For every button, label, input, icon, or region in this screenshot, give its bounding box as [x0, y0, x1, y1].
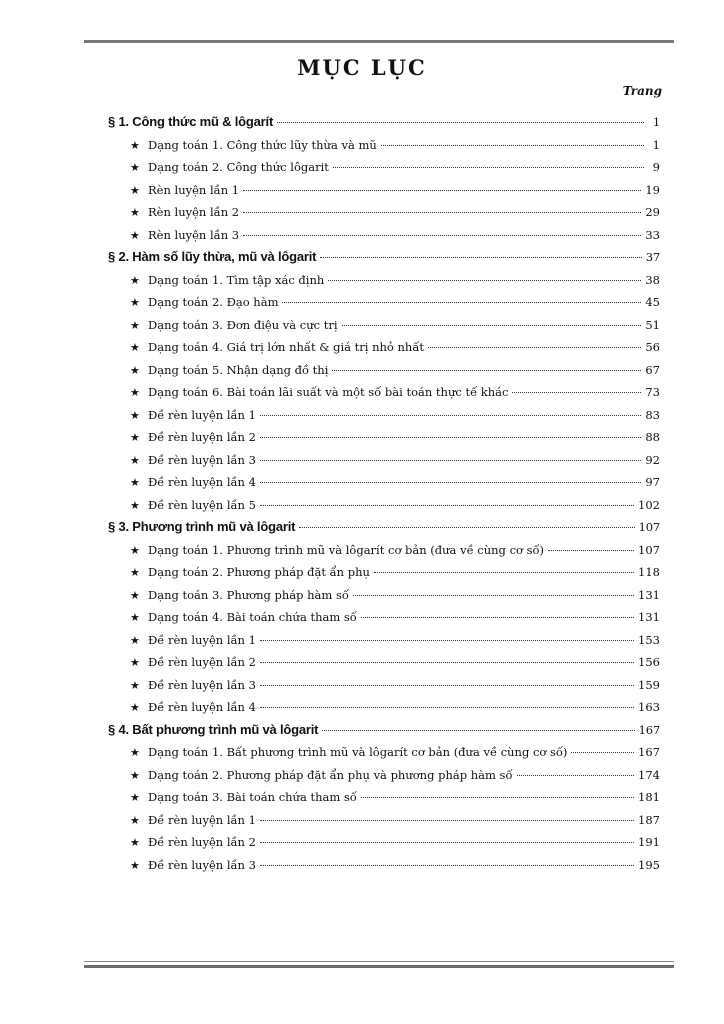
star-icon: ★ [130, 746, 140, 759]
star-icon: ★ [130, 633, 140, 647]
star-icon: ★ [130, 431, 140, 444]
toc-entry-label: Dạng toán 4. Giá trị lớn nhất & giá trị nhỏ nhất [148, 340, 424, 354]
toc-entry-label: Dạng toán 6. Bài toán lãi suất và một số bài toán thực tế khác [148, 385, 509, 399]
dot-leader [381, 145, 644, 146]
dot-leader [320, 257, 641, 258]
toc-entry-label: Dạng toán 1. Bất phương trình mũ và lôgarít cơ bản (đưa về cùng cơ số) [148, 745, 568, 759]
table-of-contents [108, 111, 660, 876]
toc-entry-label: Đề rèn luyện lần 3 [148, 857, 256, 872]
toc-entry-label: Dạng toán 3. Phương pháp hàm số [148, 587, 349, 602]
toc-item[interactable] [108, 426, 660, 449]
toc-item[interactable] [108, 561, 660, 584]
star-icon: ★ [130, 476, 140, 489]
toc-item[interactable] [108, 786, 660, 809]
star-icon: ★ [130, 498, 140, 512]
dot-leader [243, 235, 641, 236]
toc-entry-label: Dạng toán 5. Nhận dạng đồ thị [148, 362, 329, 377]
toc-item[interactable] [108, 831, 660, 854]
dot-leader [571, 752, 634, 753]
toc-page-number: 174 [638, 767, 660, 782]
toc-section[interactable] [108, 111, 660, 134]
star-icon: ★ [130, 566, 140, 579]
toc-page-number: 19 [645, 182, 660, 197]
star-icon: ★ [130, 543, 140, 557]
toc-entry-label: § 1. Công thức mũ & lôgarít [108, 114, 274, 129]
toc-page-number: 167 [638, 745, 660, 759]
toc-page-number: 131 [638, 610, 660, 624]
star-icon: ★ [130, 183, 140, 197]
toc-page-number: 181 [638, 790, 660, 804]
toc-entry-label: Dạng toán 2. Đạo hàm [148, 295, 279, 309]
toc-entry-label: Dạng toán 2. Phương pháp đặt ẩn phụ và phương pháp hàm số [148, 767, 513, 782]
toc-entry-label: Dạng toán 3. Đơn điệu và cực trị [148, 317, 338, 332]
dot-leader [353, 595, 634, 596]
toc-page-number: 156 [638, 655, 660, 669]
star-icon: ★ [130, 768, 140, 782]
toc-entry-label: Dạng toán 2. Phương pháp đặt ẩn phụ [148, 565, 370, 579]
toc-page-number: 167 [638, 722, 660, 737]
toc-page-number: 45 [645, 295, 660, 309]
toc-page-number: 159 [638, 677, 660, 692]
dot-leader [243, 190, 641, 191]
star-icon: ★ [130, 791, 140, 804]
toc-page-number: 33 [645, 227, 660, 242]
star-icon: ★ [130, 386, 140, 399]
toc-page-number: 195 [638, 857, 660, 872]
dot-leader [332, 370, 641, 371]
toc-page-number: 83 [645, 407, 660, 422]
star-icon: ★ [130, 408, 140, 422]
toc-page-number: 102 [638, 497, 660, 512]
dot-leader [374, 572, 634, 573]
dot-leader [342, 325, 642, 326]
toc-entry-label: § 3. Phương trình mũ và lôgarit [108, 519, 296, 534]
toc-page-number: 73 [645, 385, 660, 399]
star-icon: ★ [130, 611, 140, 624]
toc-item[interactable] [108, 606, 660, 629]
toc-item[interactable] [108, 629, 660, 652]
toc-item[interactable] [108, 359, 660, 382]
star-icon: ★ [130, 813, 140, 827]
star-icon: ★ [130, 296, 140, 309]
toc-page-number: 153 [638, 632, 660, 647]
toc-item[interactable] [108, 336, 660, 359]
toc-page-number: 67 [645, 362, 660, 377]
page-title: MỤC LỤC [297, 55, 427, 80]
toc-page-number: 92 [645, 452, 660, 467]
star-icon: ★ [130, 341, 140, 354]
dot-leader [299, 527, 634, 528]
toc-entry-label: Đề rèn luyện lần 4 [148, 700, 256, 714]
toc-item[interactable] [108, 381, 660, 404]
toc-page-number: 29 [645, 205, 660, 219]
star-icon: ★ [130, 453, 140, 467]
dot-leader [260, 865, 634, 866]
toc-entry-label: Đề rèn luyện lần 1 [148, 812, 256, 827]
toc-item[interactable] [108, 651, 660, 674]
dot-leader [243, 212, 641, 213]
star-icon: ★ [130, 318, 140, 332]
toc-entry-label: Rèn luyện lần 1 [148, 182, 240, 197]
dot-leader [548, 550, 634, 551]
dot-leader [260, 640, 634, 641]
toc-entry-label: § 4. Bất phương trình mũ và lôgarit [108, 721, 319, 737]
toc-page-number: 187 [638, 812, 660, 827]
toc-page-number: 163 [638, 700, 660, 714]
toc-page-number: 1 [652, 115, 660, 129]
toc-item[interactable] [108, 134, 660, 157]
dot-leader [361, 617, 634, 618]
toc-entry-label: Đề rèn luyện lần 2 [148, 835, 256, 849]
star-icon: ★ [130, 678, 140, 692]
toc-page-number: 131 [638, 587, 660, 602]
toc-entry-label: Đề rèn luyện lần 4 [148, 475, 256, 489]
toc-item[interactable] [108, 156, 660, 179]
star-icon: ★ [130, 858, 140, 872]
toc-item[interactable] [108, 696, 660, 719]
toc-entry-label: Dạng toán 2. Công thức lôgarit [148, 160, 329, 174]
toc-entry-label: Dạng toán 4. Bài toán chứa tham số [148, 610, 357, 624]
toc-entry-label: Đề rèn luyện lần 2 [148, 655, 256, 669]
page-column-label: Trang [622, 84, 662, 98]
dot-leader [260, 820, 634, 821]
dot-leader [328, 280, 641, 281]
toc-section[interactable] [108, 516, 660, 539]
toc-item[interactable] [108, 471, 660, 494]
dot-leader [277, 122, 644, 123]
dot-leader [282, 302, 641, 303]
star-icon: ★ [130, 656, 140, 669]
star-icon: ★ [130, 701, 140, 714]
toc-page-number: 38 [645, 272, 660, 287]
toc-entry-label: Rèn luyện lần 3 [148, 227, 240, 242]
toc-item[interactable] [108, 201, 660, 224]
toc-item[interactable] [108, 449, 660, 472]
dot-leader [428, 347, 641, 348]
dot-leader [260, 707, 634, 708]
star-icon: ★ [130, 138, 140, 152]
toc-page-number: 88 [645, 430, 660, 444]
toc-entry-label: Đề rèn luyện lần 5 [148, 497, 256, 512]
toc-item[interactable] [108, 764, 660, 787]
toc-page-number: 191 [638, 835, 660, 849]
star-icon: ★ [130, 206, 140, 219]
dot-leader [512, 392, 641, 393]
toc-item[interactable] [108, 314, 660, 337]
dot-leader [322, 730, 634, 731]
toc-entry-label: Dạng toán 1. Tìm tập xác định [148, 272, 325, 287]
toc-item[interactable] [108, 404, 660, 427]
toc-entry-label: Dạng toán 1. Phương trình mũ và lôgarít cơ bản (đưa về cùng cơ số) [148, 542, 545, 557]
dot-leader [260, 415, 641, 416]
bottom-rule-thin [84, 961, 674, 962]
dot-leader [260, 460, 641, 461]
toc-entry-label: § 2. Hàm số lũy thừa, mũ và lôgarit [108, 249, 317, 264]
toc-section[interactable] [108, 719, 660, 742]
dot-leader [517, 775, 635, 776]
toc-page-number: 56 [645, 340, 660, 354]
toc-entry-label: Đề rèn luyện lần 1 [148, 407, 256, 422]
toc-page-number: 37 [645, 250, 660, 264]
toc-section[interactable] [108, 246, 660, 269]
toc-entry-label: Rèn luyện lần 2 [148, 205, 240, 219]
toc-page-number: 107 [638, 520, 660, 534]
bottom-rule-thick [84, 965, 674, 968]
toc-item[interactable] [108, 809, 660, 832]
toc-item[interactable] [108, 539, 660, 562]
dot-leader [260, 842, 634, 843]
toc-item[interactable] [108, 494, 660, 517]
toc-page-number: 97 [645, 475, 660, 489]
dot-leader [260, 505, 634, 506]
star-icon: ★ [130, 836, 140, 849]
dot-leader [333, 167, 644, 168]
toc-page-number: 118 [638, 565, 660, 579]
top-rule [84, 40, 674, 43]
toc-entry-label: Dạng toán 3. Bài toán chứa tham số [148, 790, 357, 804]
toc-entry-label: Đề rèn luyện lần 3 [148, 677, 256, 692]
star-icon: ★ [130, 363, 140, 377]
toc-entry-label: Đề rèn luyện lần 1 [148, 632, 256, 647]
toc-entry-label: Đề rèn luyện lần 3 [148, 452, 256, 467]
dot-leader [361, 797, 634, 798]
toc-item[interactable] [108, 741, 660, 764]
dot-leader [260, 482, 641, 483]
toc-entry-label: Dạng toán 1. Công thức lũy thừa và mũ [148, 137, 377, 152]
toc-item[interactable] [108, 584, 660, 607]
toc-entry-label: Đề rèn luyện lần 2 [148, 430, 256, 444]
toc-page-number: 9 [652, 160, 660, 174]
dot-leader [260, 662, 634, 663]
toc-page-number: 107 [638, 542, 660, 557]
star-icon: ★ [130, 588, 140, 602]
toc-page-number: 51 [645, 317, 660, 332]
toc-item[interactable] [108, 224, 660, 247]
star-icon: ★ [130, 161, 140, 174]
toc-item[interactable] [108, 674, 660, 697]
star-icon: ★ [130, 228, 140, 242]
dot-leader [260, 685, 634, 686]
toc-item[interactable] [108, 291, 660, 314]
dot-leader [260, 437, 641, 438]
star-icon: ★ [130, 273, 140, 287]
toc-page-number: 1 [652, 137, 660, 152]
toc-item[interactable] [108, 854, 660, 877]
toc-item[interactable] [108, 179, 660, 202]
toc-item[interactable] [108, 269, 660, 292]
